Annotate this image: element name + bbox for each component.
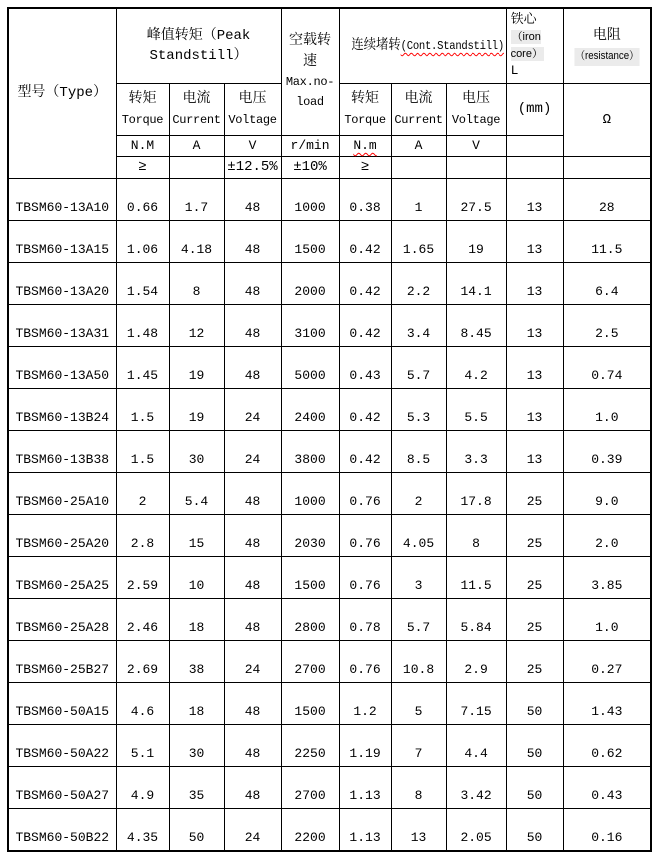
- cell-cont-current: 5.3: [391, 389, 446, 431]
- unit-cont-voltage-cell: V: [446, 136, 506, 157]
- cell-noload-speed: 2200: [281, 809, 339, 852]
- cell-peak-torque: 1.5: [116, 431, 169, 473]
- header-cont-voltage-cell: [446, 84, 506, 136]
- cell-peak-voltage: 48: [224, 557, 281, 599]
- cell-resistance: 0.74: [563, 347, 651, 389]
- cell-cont-current: 10.8: [391, 641, 446, 683]
- cell-core-length: 25: [506, 641, 563, 683]
- resistance-label-zh: 电阻: [592, 27, 621, 44]
- cell-core-length: 50: [506, 725, 563, 767]
- cell-cont-voltage: 8: [446, 515, 506, 557]
- cell-core-length: 13: [506, 431, 563, 473]
- cell-resistance: 2.0: [563, 515, 651, 557]
- cell-peak-voltage: 48: [224, 221, 281, 263]
- table-row: [8, 599, 651, 641]
- cell-model: TBSM60-50B22: [8, 809, 116, 852]
- cont-current-label-en: Current: [394, 112, 443, 127]
- cell-peak-current: 19: [169, 347, 224, 389]
- cell-resistance: 11.5: [563, 221, 651, 263]
- header-resistance-unit-cell: [563, 84, 651, 157]
- unit-peak-torque-cell: N.M: [116, 136, 169, 157]
- cell-cont-torque: 0.76: [339, 515, 391, 557]
- cell-cont-current: 8: [391, 767, 446, 809]
- unit-cont-torque-label: N.m: [353, 138, 377, 153]
- cell-peak-voltage: 48: [224, 473, 281, 515]
- cont-voltage-label-en: Voltage: [451, 112, 501, 127]
- tol-geq-peak-cell: ≥: [116, 157, 169, 179]
- cell-cont-torque: 1.2: [339, 683, 391, 725]
- cell-peak-current: 4.18: [169, 221, 224, 263]
- table-row: [8, 221, 651, 263]
- cell-noload-speed: 2700: [281, 641, 339, 683]
- cell-cont-voltage: 5.84: [446, 599, 506, 641]
- tol-empty-cont-current-cell: [391, 157, 446, 179]
- cell-peak-torque: 2.59: [116, 557, 169, 599]
- cell-cont-torque: 0.78: [339, 599, 391, 641]
- cell-cont-current: 4.05: [391, 515, 446, 557]
- cell-cont-current: 5: [391, 683, 446, 725]
- peak-group-label: 峰值转矩（Peak Standstill）: [146, 27, 251, 64]
- cell-peak-voltage: 48: [224, 515, 281, 557]
- header-peak-group-cell: [116, 8, 281, 84]
- header-cont-group-cell: [339, 8, 506, 84]
- noload-label-en: Max.no-load: [285, 75, 335, 110]
- table-row: [8, 767, 651, 809]
- cell-cont-current: 8.5: [391, 431, 446, 473]
- cell-cont-current: 1.65: [391, 221, 446, 263]
- cell-peak-current: 15: [169, 515, 224, 557]
- cont-torque-label-en: Torque: [344, 112, 386, 127]
- cell-peak-torque: 2: [116, 473, 169, 515]
- cell-noload-speed: 1000: [281, 179, 339, 221]
- table-row: [8, 431, 651, 473]
- cell-peak-voltage: 48: [224, 683, 281, 725]
- tol-voltage-cell: ±12.5%: [224, 157, 281, 179]
- cell-cont-current: 2: [391, 473, 446, 515]
- cell-peak-voltage: 48: [224, 725, 281, 767]
- cell-peak-torque: 1.54: [116, 263, 169, 305]
- tol-empty-cont-voltage-cell: [446, 157, 506, 179]
- peak-voltage-label-zh: 电压: [238, 91, 267, 108]
- cell-cont-torque: 0.43: [339, 347, 391, 389]
- table-row: [8, 557, 651, 599]
- cell-peak-torque: 4.9: [116, 767, 169, 809]
- cell-cont-current: 3: [391, 557, 446, 599]
- cell-cont-voltage: 14.1: [446, 263, 506, 305]
- spec-table-header: [8, 8, 651, 179]
- cell-cont-voltage: 2.05: [446, 809, 506, 852]
- cell-core-length: 13: [506, 263, 563, 305]
- cell-cont-voltage: 17.8: [446, 473, 506, 515]
- cell-peak-voltage: 48: [224, 179, 281, 221]
- cell-cont-voltage: 3.42: [446, 767, 506, 809]
- cell-cont-torque: 0.76: [339, 641, 391, 683]
- cell-model: TBSM60-50A22: [8, 725, 116, 767]
- cell-peak-current: 18: [169, 599, 224, 641]
- cell-cont-voltage: 8.45: [446, 305, 506, 347]
- cell-core-length: 25: [506, 473, 563, 515]
- peak-torque-label-zh: 转矩: [128, 91, 157, 108]
- cell-peak-torque: 1.5: [116, 389, 169, 431]
- cell-core-length: 50: [506, 809, 563, 852]
- spec-table: [7, 7, 652, 852]
- spec-table-body: [8, 179, 651, 852]
- cell-cont-voltage: 19: [446, 221, 506, 263]
- cell-peak-current: 30: [169, 725, 224, 767]
- cell-model: TBSM60-13B38: [8, 431, 116, 473]
- cell-cont-torque: 0.42: [339, 263, 391, 305]
- cell-model: TBSM60-50A27: [8, 767, 116, 809]
- cell-resistance: 9.0: [563, 473, 651, 515]
- cell-resistance: 0.27: [563, 641, 651, 683]
- cell-noload-speed: 5000: [281, 347, 339, 389]
- cell-resistance: 3.85: [563, 557, 651, 599]
- noload-label-zh: 空载转速: [289, 33, 332, 70]
- cell-peak-voltage: 48: [224, 347, 281, 389]
- unit-core-empty-cell: [506, 136, 563, 157]
- tol-speed-cell: ±10%: [281, 157, 339, 179]
- cell-model: TBSM60-13A50: [8, 347, 116, 389]
- cell-peak-torque: 4.35: [116, 809, 169, 852]
- cell-peak-current: 5.4: [169, 473, 224, 515]
- tol-empty-resistance-cell: [563, 157, 651, 179]
- cell-noload-speed: 1500: [281, 221, 339, 263]
- table-row: [8, 641, 651, 683]
- peak-voltage-label-en: Voltage: [228, 112, 277, 127]
- core-unit-label: (mm): [517, 101, 552, 118]
- header-resistance-cell: [563, 8, 651, 84]
- header-type-cell: 型号（Type）: [8, 8, 116, 179]
- table-row: [8, 515, 651, 557]
- core-label-en: （iron core）: [510, 31, 543, 60]
- unit-cont-current-cell: A: [391, 136, 446, 157]
- cont-group-label-zh: 连续堵转: [350, 37, 401, 54]
- cell-resistance: 1.43: [563, 683, 651, 725]
- table-row: [8, 389, 651, 431]
- cell-model: TBSM60-25A10: [8, 473, 116, 515]
- cell-resistance: 0.43: [563, 767, 651, 809]
- peak-current-label-en: Current: [172, 112, 221, 127]
- cell-core-length: 13: [506, 389, 563, 431]
- cell-resistance: 0.16: [563, 809, 651, 852]
- cell-cont-voltage: 27.5: [446, 179, 506, 221]
- cell-cont-current: 5.7: [391, 599, 446, 641]
- cell-resistance: 1.0: [563, 389, 651, 431]
- cell-peak-voltage: 48: [224, 305, 281, 347]
- peak-current-label-zh: 电流: [182, 91, 211, 108]
- cell-cont-voltage: 4.4: [446, 725, 506, 767]
- cell-peak-torque: 2.46: [116, 599, 169, 641]
- cell-peak-torque: 1.06: [116, 221, 169, 263]
- header-cont-current-cell: [391, 84, 446, 136]
- header-noload-cell: [281, 8, 339, 136]
- cell-peak-torque: 2.8: [116, 515, 169, 557]
- table-row: [8, 179, 651, 221]
- tol-geq-cont-cell: ≥: [339, 157, 391, 179]
- table-row: [8, 305, 651, 347]
- cell-cont-current: 5.7: [391, 347, 446, 389]
- cell-model: TBSM60-13B24: [8, 389, 116, 431]
- cell-core-length: 25: [506, 599, 563, 641]
- cell-cont-current: 13: [391, 809, 446, 852]
- cell-noload-speed: 2000: [281, 263, 339, 305]
- cell-core-length: 50: [506, 683, 563, 725]
- cell-resistance: 0.62: [563, 725, 651, 767]
- cell-noload-speed: 2400: [281, 389, 339, 431]
- cell-core-length: 13: [506, 221, 563, 263]
- cell-cont-voltage: 2.9: [446, 641, 506, 683]
- cell-cont-torque: 1.19: [339, 725, 391, 767]
- cell-core-length: 13: [506, 179, 563, 221]
- cell-noload-speed: 1500: [281, 557, 339, 599]
- cell-cont-voltage: 4.2: [446, 347, 506, 389]
- cell-core-length: 25: [506, 557, 563, 599]
- cell-peak-torque: 0.66: [116, 179, 169, 221]
- cell-noload-speed: 2030: [281, 515, 339, 557]
- cell-cont-torque: 0.38: [339, 179, 391, 221]
- cell-model: TBSM60-13A20: [8, 263, 116, 305]
- resistance-label-en: （resistance）: [574, 48, 639, 66]
- cell-model: TBSM60-13A10: [8, 179, 116, 221]
- cell-model: TBSM60-13A31: [8, 305, 116, 347]
- unit-cont-torque-cell: [339, 136, 391, 157]
- cell-noload-speed: 1000: [281, 473, 339, 515]
- cell-model: TBSM60-25A20: [8, 515, 116, 557]
- table-row: [8, 725, 651, 767]
- cell-cont-current: 2.2: [391, 263, 446, 305]
- header-peak-torque-cell: [116, 84, 169, 136]
- cell-model: TBSM60-13A15: [8, 221, 116, 263]
- cell-peak-torque: 4.6: [116, 683, 169, 725]
- cell-model: TBSM60-50A15: [8, 683, 116, 725]
- header-peak-current-cell: [169, 84, 224, 136]
- cell-cont-torque: 1.13: [339, 809, 391, 852]
- cell-cont-torque: 0.42: [339, 431, 391, 473]
- cell-peak-voltage: 48: [224, 599, 281, 641]
- cell-model: TBSM60-25A25: [8, 557, 116, 599]
- header-row-groups: [8, 8, 651, 84]
- header-cont-torque-cell: [339, 84, 391, 136]
- table-row: [8, 263, 651, 305]
- cell-peak-current: 8: [169, 263, 224, 305]
- cell-noload-speed: 2250: [281, 725, 339, 767]
- cell-core-length: 25: [506, 515, 563, 557]
- cell-resistance: 28: [563, 179, 651, 221]
- cont-current-label-zh: 电流: [404, 91, 433, 108]
- cell-cont-voltage: 7.15: [446, 683, 506, 725]
- cell-cont-current: 3.4: [391, 305, 446, 347]
- cell-peak-torque: 1.45: [116, 347, 169, 389]
- cell-peak-voltage: 24: [224, 641, 281, 683]
- cell-cont-torque: 0.76: [339, 557, 391, 599]
- cell-peak-voltage: 24: [224, 809, 281, 852]
- cell-cont-torque: 0.42: [339, 221, 391, 263]
- cell-cont-torque: 0.42: [339, 305, 391, 347]
- cell-peak-current: 30: [169, 431, 224, 473]
- cell-peak-torque: 2.69: [116, 641, 169, 683]
- table-row: [8, 473, 651, 515]
- core-label-zh: 铁心: [510, 12, 537, 28]
- cell-noload-speed: 1500: [281, 683, 339, 725]
- cell-peak-voltage: 24: [224, 431, 281, 473]
- cell-cont-current: 1: [391, 179, 446, 221]
- cell-resistance: 0.39: [563, 431, 651, 473]
- tol-empty-core-cell: [506, 157, 563, 179]
- cell-peak-current: 18: [169, 683, 224, 725]
- cell-noload-speed: 3800: [281, 431, 339, 473]
- cell-cont-torque: 0.42: [339, 389, 391, 431]
- table-row: [8, 809, 651, 852]
- cell-core-length: 50: [506, 767, 563, 809]
- cell-cont-torque: 1.13: [339, 767, 391, 809]
- cell-peak-current: 35: [169, 767, 224, 809]
- unit-speed-cell: r/min: [281, 136, 339, 157]
- peak-torque-label-en: Torque: [121, 112, 164, 127]
- cell-resistance: 6.4: [563, 263, 651, 305]
- cont-group-label-en: (Cont.Standstill): [400, 38, 504, 53]
- cell-noload-speed: 3100: [281, 305, 339, 347]
- cell-cont-current: 7: [391, 725, 446, 767]
- header-core-unit-cell: [506, 84, 563, 136]
- cell-peak-voltage: 48: [224, 767, 281, 809]
- cell-peak-current: 1.7: [169, 179, 224, 221]
- cell-resistance: 1.0: [563, 599, 651, 641]
- cell-model: TBSM60-25A28: [8, 599, 116, 641]
- table-row: [8, 683, 651, 725]
- cell-model: TBSM60-25B27: [8, 641, 116, 683]
- cell-cont-torque: 0.76: [339, 473, 391, 515]
- cell-peak-current: 38: [169, 641, 224, 683]
- header-peak-voltage-cell: [224, 84, 281, 136]
- cell-peak-current: 19: [169, 389, 224, 431]
- cell-core-length: 13: [506, 347, 563, 389]
- cell-peak-torque: 5.1: [116, 725, 169, 767]
- core-label-suffix: L: [510, 62, 519, 78]
- resistance-unit-label: Ω: [602, 111, 612, 128]
- cell-peak-voltage: 48: [224, 263, 281, 305]
- unit-peak-current-cell: A: [169, 136, 224, 157]
- header-core-cell: [506, 8, 563, 84]
- cell-peak-current: 50: [169, 809, 224, 852]
- cell-cont-voltage: 11.5: [446, 557, 506, 599]
- cell-resistance: 2.5: [563, 305, 651, 347]
- cell-noload-speed: 2800: [281, 599, 339, 641]
- cell-peak-voltage: 24: [224, 389, 281, 431]
- table-row: [8, 347, 651, 389]
- cell-cont-voltage: 3.3: [446, 431, 506, 473]
- cell-peak-torque: 1.48: [116, 305, 169, 347]
- cont-torque-label-zh: 转矩: [351, 91, 380, 108]
- cell-noload-speed: 2700: [281, 767, 339, 809]
- cell-peak-current: 12: [169, 305, 224, 347]
- cell-cont-voltage: 5.5: [446, 389, 506, 431]
- tol-empty-peak-current-cell: [169, 157, 224, 179]
- cont-voltage-label-zh: 电压: [462, 91, 491, 108]
- unit-peak-voltage-cell: V: [224, 136, 281, 157]
- cell-core-length: 13: [506, 305, 563, 347]
- cell-peak-current: 10: [169, 557, 224, 599]
